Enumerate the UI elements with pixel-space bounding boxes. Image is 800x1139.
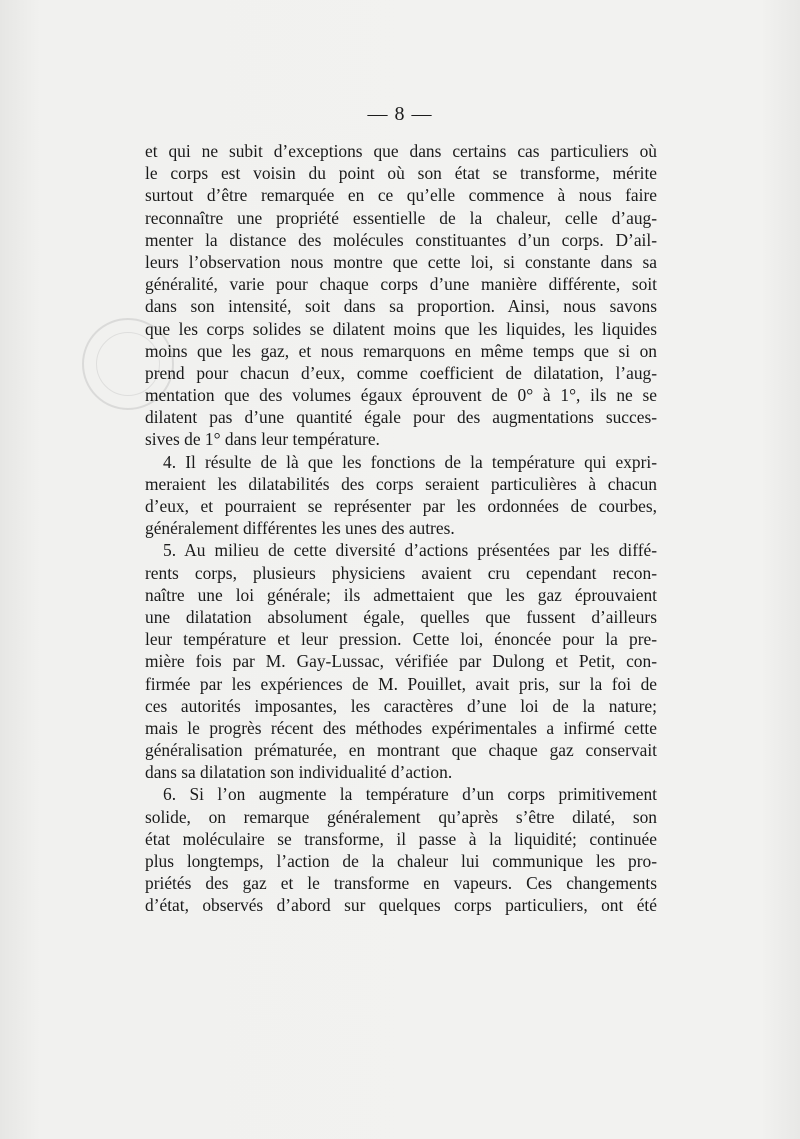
text-line: 4. Il résulte de là que les fonctions de la température qui expri- bbox=[163, 451, 657, 472]
text-line: menter la distance des molécules constituantes d’un corps. D’ail- bbox=[145, 229, 657, 250]
text-line: reconnaître une propriété essentielle de la chaleur, celle d’aug- bbox=[145, 207, 657, 228]
body-text bbox=[145, 140, 657, 917]
text-line: généralement différentes les unes des autres. bbox=[145, 518, 455, 539]
text-line: dilatent pas d’une quantité égale pour des augmentations succes- bbox=[145, 407, 657, 428]
text-line: rents corps, plusieurs physiciens avaient cru cependant recon- bbox=[145, 562, 657, 583]
text-line: naître une loi générale; ils admettaient que les gaz éprouvaient bbox=[145, 584, 657, 605]
text-line: une dilatation absolument égale, quelles que fussent d’ailleurs bbox=[145, 606, 657, 627]
page-number: — 8 — bbox=[367, 103, 433, 125]
text-line: priétés des gaz et le transforme en vapeurs. Ces changements bbox=[145, 873, 657, 894]
text-line: meraient les dilatabilités des corps seraient particulières à chacun bbox=[145, 473, 657, 494]
text-line: surtout d’être remarquée en ce qu’elle commence à nous faire bbox=[145, 185, 657, 206]
text-line: 5. Au milieu de cette diversité d’actions présentées par les diffé- bbox=[163, 540, 657, 561]
text-line: le corps est voisin du point où son état se transforme, mérite bbox=[145, 163, 657, 184]
text-line: firmée par les expériences de M. Pouillet, avait pris, sur la foi de bbox=[145, 673, 657, 694]
text-line: leur température et leur pression. Cette loi, énoncée pour la pre- bbox=[145, 629, 657, 650]
text-line: généralisation prématurée, en montrant que chaque gaz conservait bbox=[145, 740, 657, 761]
text-line: d’état, observés d’abord sur quelques corps particuliers, ont été bbox=[145, 895, 657, 916]
text-line: ces autorités imposantes, les caractères d’une loi de la nature; bbox=[145, 695, 657, 716]
text-line: généralité, varie pour chaque corps d’une manière différente, soit bbox=[145, 274, 657, 295]
text-line: mière fois par M. Gay-Lussac, vérifiée par Dulong et Petit, con- bbox=[145, 651, 657, 672]
text-line: plus longtemps, l’action de la chaleur lui communique les pro- bbox=[145, 851, 657, 871]
text-line: état moléculaire se transforme, il passe à la liquidité; continuée bbox=[145, 828, 657, 849]
text-line: dans sa dilatation son individualité d’action. bbox=[145, 762, 453, 783]
text-line: d’eux, et pourraient se représenter par les ordonnées de courbes, bbox=[145, 496, 657, 516]
text-line: que les corps solides se dilatent moins que les liquides, les liquides bbox=[145, 318, 657, 339]
text-line: prend pour chacun d’eux, comme coefficient de dilatation, l’aug- bbox=[145, 362, 657, 383]
text-line: et qui ne subit d’exceptions que dans certains cas particuliers où bbox=[145, 141, 657, 161]
text-line: dans son intensité, soit dans sa proportion. Ainsi, nous savons bbox=[145, 296, 657, 317]
text-line: solide, on remarque généralement qu’après s’être dilaté, son bbox=[145, 806, 657, 827]
text-line: 6. Si l’on augmente la température d’un corps primitivement bbox=[163, 784, 657, 805]
text-line: moins que les gaz, et nous remarquons en même temps que si on bbox=[145, 340, 657, 361]
text-line: mentation que des volumes égaux éprouvent de 0° à 1°, ils ne se bbox=[145, 385, 657, 406]
text-line: leurs l’observation nous montre que cette loi, si constante dans sa bbox=[145, 251, 657, 272]
text-line: mais le progrès récent des méthodes expérimentales a infirmé cette bbox=[145, 717, 657, 738]
text-line: sives de 1° dans leur température. bbox=[145, 429, 380, 450]
